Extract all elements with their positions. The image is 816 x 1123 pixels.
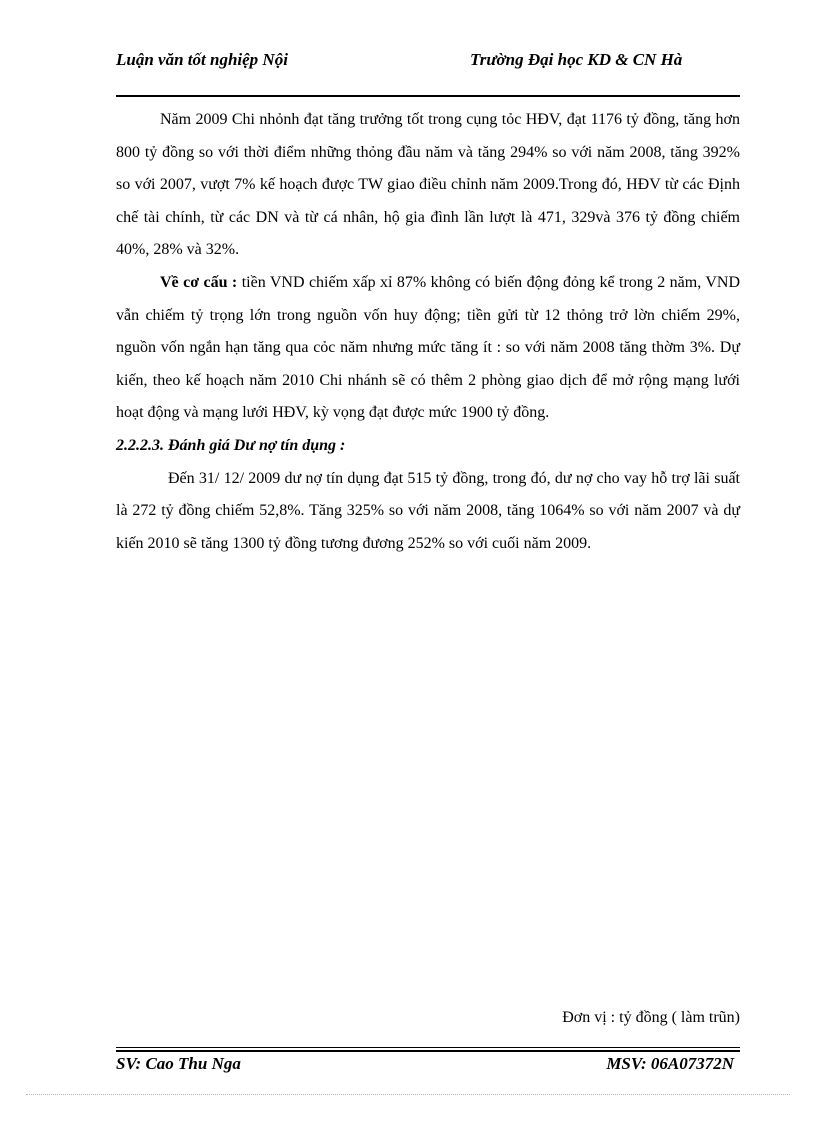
header-university: Trường Đại học KD & CN Hà xyxy=(470,50,683,69)
page-edge-line xyxy=(26,1094,790,1095)
structure-label: Về cơ cấu : xyxy=(160,273,238,291)
structure-text: tiền VND chiếm xấp xỉ 87% không có biến động đỏng kể trong 2 năm, VND vẫn chiếm tỷ trọng lớn trong nguồn vốn huy động; tiền gửi từ 12 thỏng trở lờn chiếm 29%, nguồn vốn ngắn hạn tăng qua cỏc năm nhưng mức tăng ít : so với năm 2008 tăng thờm 3%. Dự kiến, theo kế hoạch năm 2010 Chi nhánh sẽ có thêm 2 phòng giao dịch để mở rộng mạng lưới hoạt động và mạng lưới HĐV, kỳ vọng đạt được mức 1900 tỷ đồng. xyxy=(116,273,741,422)
footer-student-id: MSV: 06A07372N xyxy=(606,1054,734,1073)
unit-note: Đơn vị : tỷ đồng ( làm trũn) xyxy=(562,1009,740,1026)
paragraph-deposit-growth: Năm 2009 Chi nhỏnh đạt tăng trưởng tốt trong cụng tỏc HĐV, đạt 1176 tỷ đồng, tăng hơn 800 tỷ đồng so với thời điểm những thỏng đầu năm và tăng 294% so với năm 2008, tăng 392% so với 2007, vượt 7% kế hoạch được TW giao điều chỉnh năm 2009.Trong đó, HĐV từ các Định chế tài chính, từ các DN và từ cá nhân, hộ gia đình lần lượt là 471, 329và 376 tỷ đồng chiếm 40%, 28% và 32%. xyxy=(116,111,740,259)
paragraph-credit: Đến 31/ 12/ 2009 dư nợ tín dụng đạt 515 tỷ đồng, trong đó, dư nợ cho vay hỗ trợ lãi suất là 272 tỷ đồng chiếm 52,8%. Tăng 325% so với năm 2008, tăng 1064% so với năm 2007 và dự kiến 2010 sẽ tăng 1300 tỷ đồng tương đương 252% so với cuối năm 2009. xyxy=(116,469,740,552)
footer-divider-thin xyxy=(116,1047,740,1048)
footer-divider-thick xyxy=(116,1050,740,1052)
page-header xyxy=(116,50,740,96)
header-thesis-title: Luận văn tốt nghiệp Nội xyxy=(116,50,288,69)
footer-student-name: SV: Cao Thu Nga xyxy=(116,1054,241,1073)
page-footer xyxy=(116,1054,740,1078)
document-body xyxy=(116,104,740,560)
paragraph-structure xyxy=(116,267,740,430)
header-divider xyxy=(116,95,740,97)
section-heading: 2.2.2.3. Đánh giá Dư nợ tín dụng : xyxy=(116,436,346,454)
